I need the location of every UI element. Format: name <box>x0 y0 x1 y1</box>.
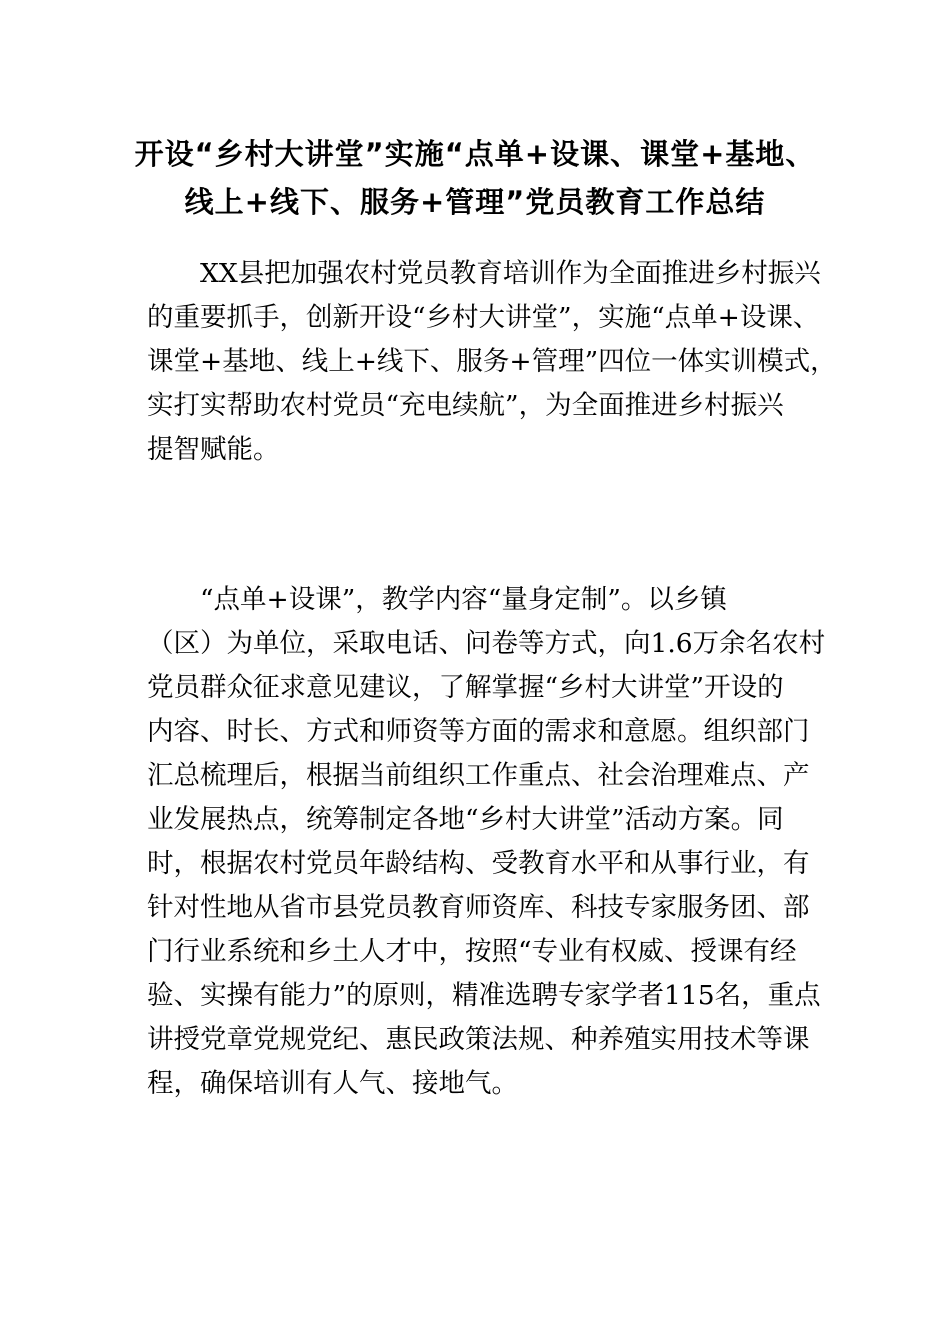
paragraph-line: 业发展热点，统筹制定各地“乡村大讲堂”活动方案。同 <box>147 804 784 835</box>
paragraph-line: 汇总梳理后，根据当前组织工作重点、社会治理难点、产 <box>147 760 810 791</box>
paragraph-line: 验、实操有能力”的原则，精准选聘专家学者115名，重点 <box>147 980 821 1011</box>
paragraph-line: 讲授党章党规党纪、惠民政策法规、种养殖实用技术等课 <box>147 1024 810 1055</box>
paragraph-line: 提智赋能。 <box>147 434 280 465</box>
paragraph-intro <box>147 252 837 472</box>
paragraph-line: 门行业系统和乡土人才中，按照“专业有权威、授课有经 <box>147 936 797 967</box>
paragraph-line: 程，确保培训有人气、接地气。 <box>147 1068 518 1099</box>
paragraph-line: 的重要抓手，创新开设“乡村大讲堂”，实施“点单+设课、 <box>147 302 820 333</box>
document-title <box>120 130 830 226</box>
paragraph-line: XX县把加强农村党员教育培训作为全面推进乡村振兴 <box>200 258 821 289</box>
paragraph-line: 实打实帮助农村党员“充电续航”，为全面推进乡村振兴 <box>147 390 784 421</box>
paragraph-line: （区）为单位，采取电话、问卷等方式，向1.6万余名农村 <box>147 628 826 659</box>
paragraph-line: 课堂+基地、线上+线下、服务+管理”四位一体实训模式， <box>147 346 837 377</box>
title-line-1: 开设“乡村大讲堂”实施“点单+设课、课堂+基地、 <box>134 137 816 171</box>
paragraph-section-1 <box>147 578 827 1106</box>
paragraph-line: 针对性地从省市县党员教育师资库、科技专家服务团、部 <box>147 892 810 923</box>
paragraph-line: 党员群众征求意见建议，了解掌握“乡村大讲堂”开设的 <box>147 672 784 703</box>
paragraph-line: “点单+设课”，教学内容“量身定制”。以乡镇 <box>200 584 727 615</box>
paragraph-line: 内容、时长、方式和师资等方面的需求和意愿。组织部门 <box>147 716 810 747</box>
title-line-2: 线上+线下、服务+管理”党员教育工作总结 <box>184 185 766 219</box>
paragraph-line: 时，根据农村党员年龄结构、受教育水平和从事行业，有 <box>147 848 810 879</box>
